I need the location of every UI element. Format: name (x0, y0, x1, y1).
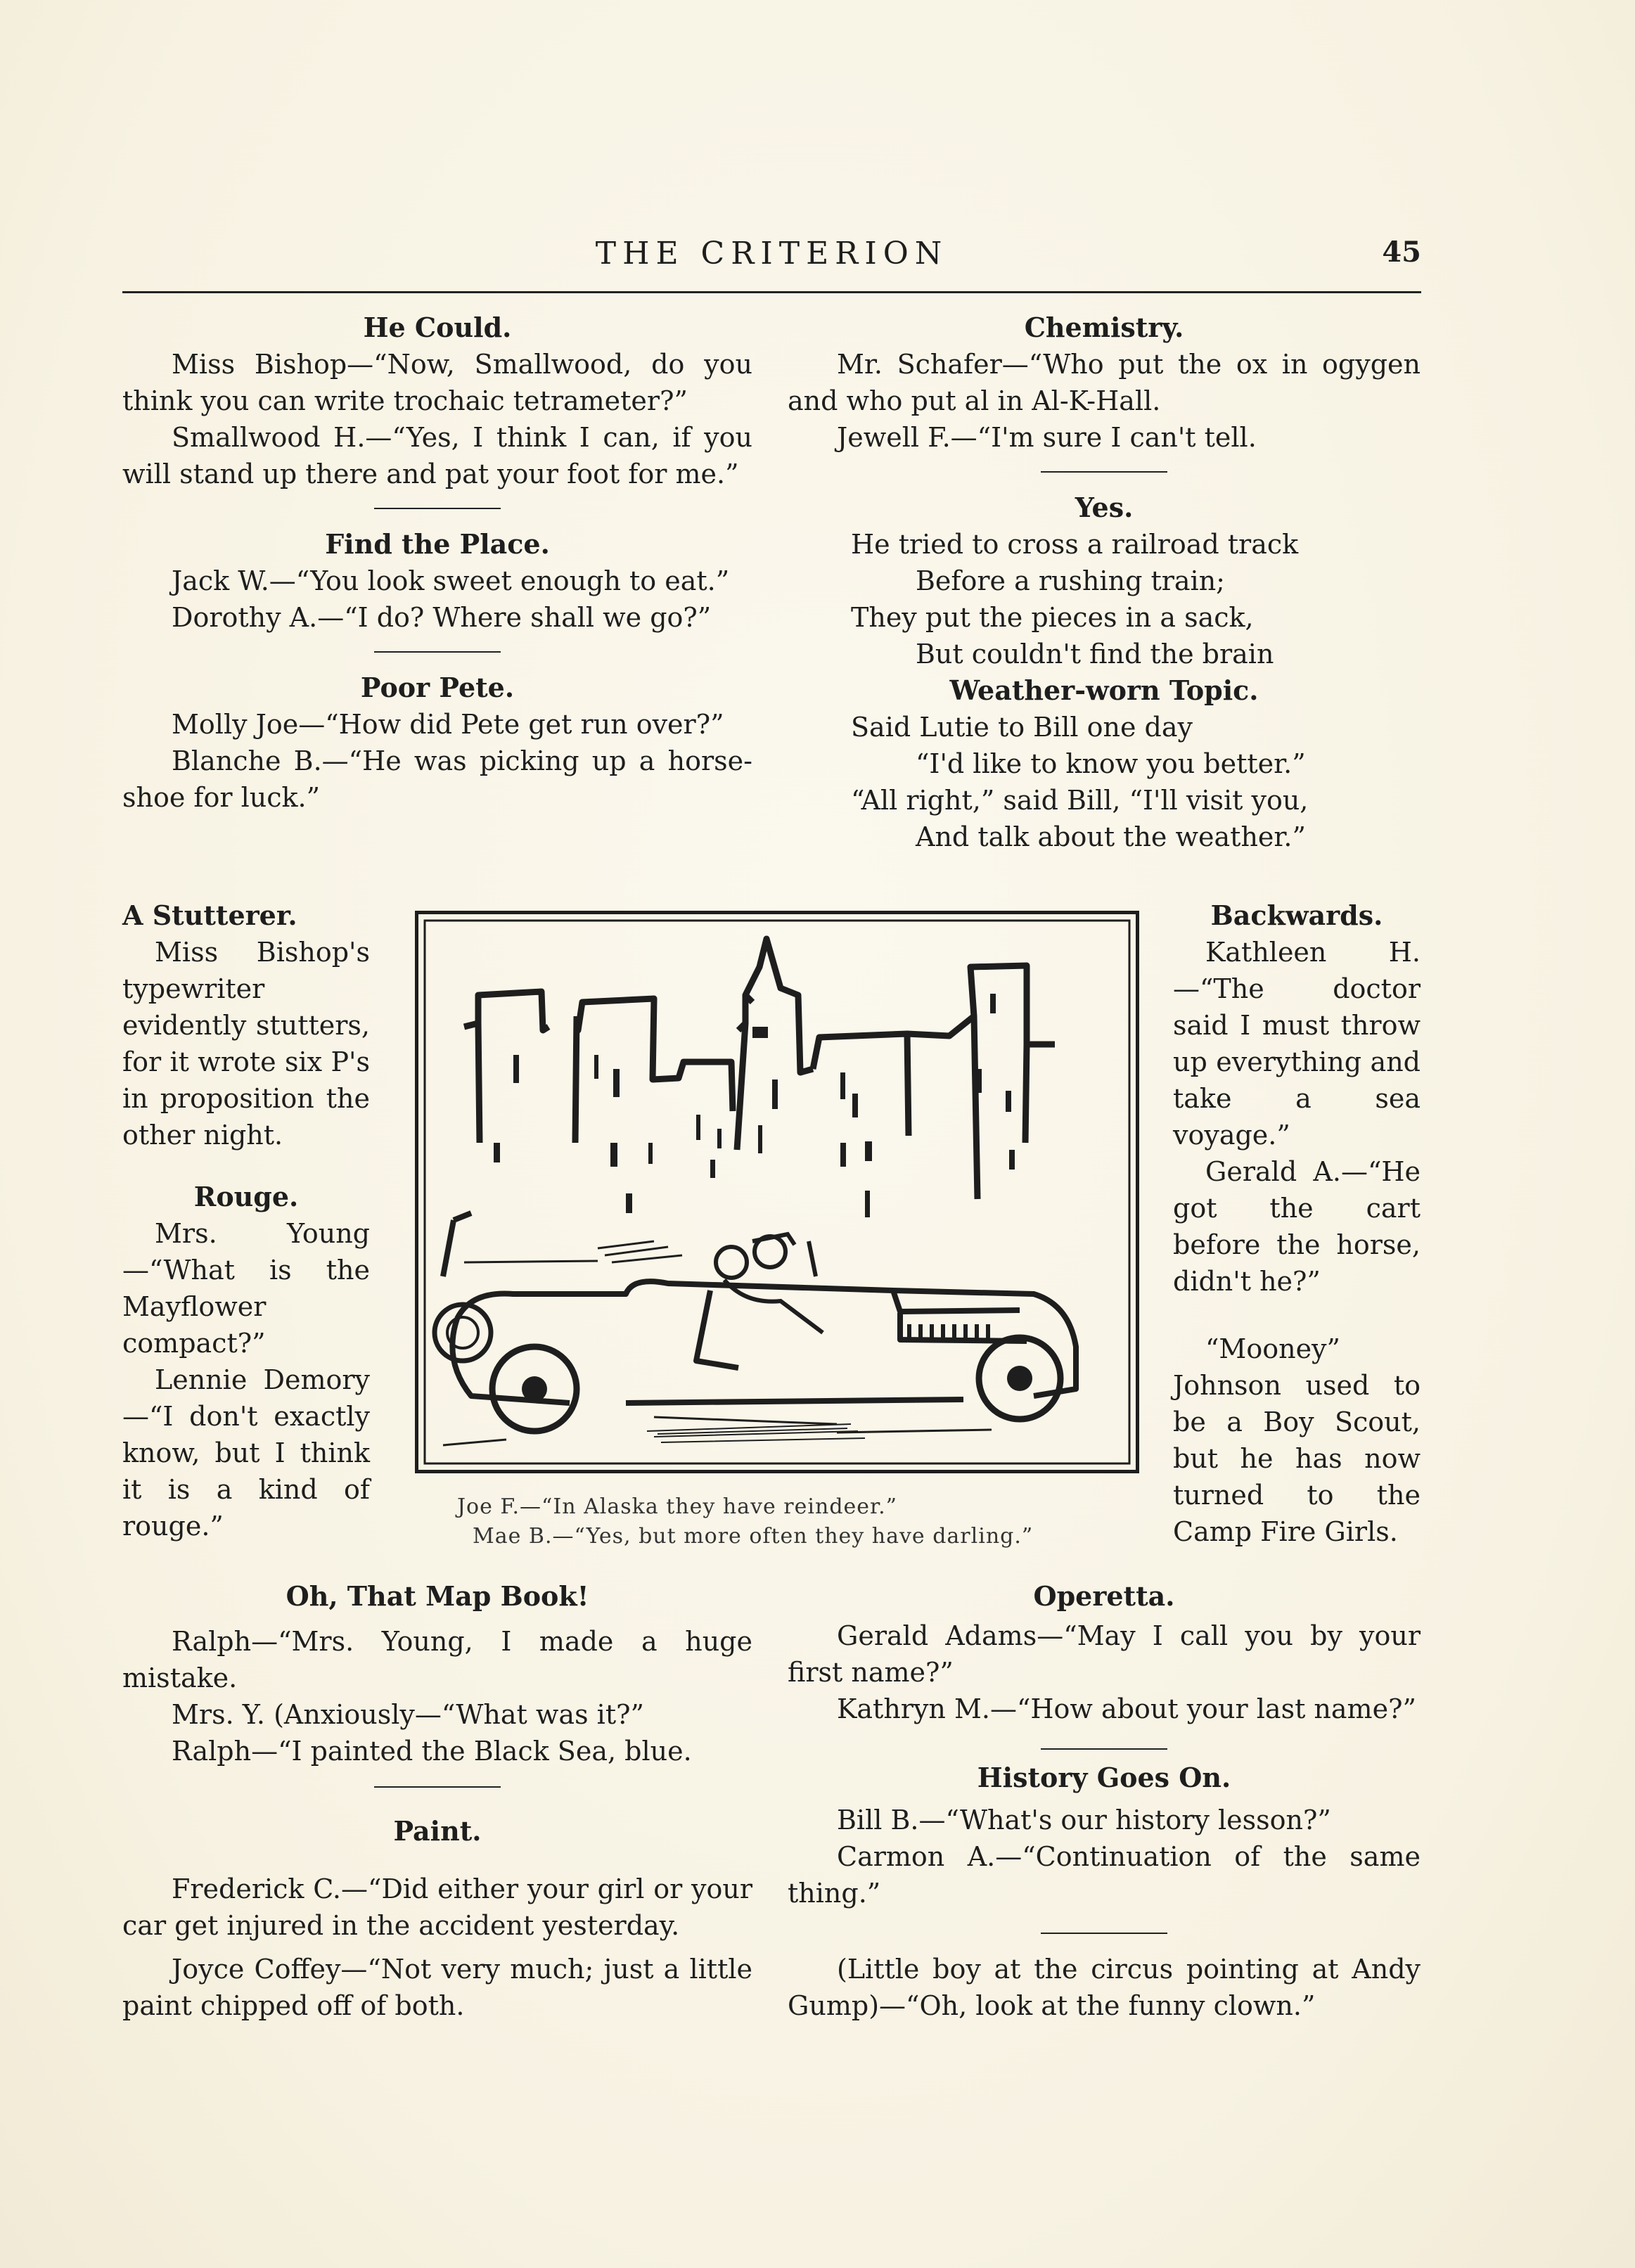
joke-line: Gerald A.—“He got the cart before the horse, didn't he?” (1173, 1156, 1421, 1297)
poem-line: But couldn't find the brain (916, 639, 1274, 669)
joke-line: Ralph—“Mrs. Young, I made a huge mistake. (122, 1626, 752, 1693)
separator-rule (374, 1786, 501, 1788)
joke-title: Operetta. (1033, 1580, 1175, 1612)
poem-title: Yes. (1075, 492, 1134, 523)
joke-title: Oh, That Map Book! (286, 1580, 589, 1612)
joke-title: Backwards. (1210, 899, 1383, 931)
joke-title: A Stutterer. (122, 899, 297, 931)
joke-mooney (1173, 1331, 1421, 1550)
poem-line: They put the pieces in a sack, (851, 602, 1254, 633)
joke-line: Jack W.—“You look sweet enough to eat.” (172, 565, 730, 596)
joke-line: Jewell F.—“I'm sure I can't tell. (837, 422, 1257, 453)
joke-line: Mr. Schafer—“Who put the ox in ogygen and who put al in Al-K-Hall. (788, 349, 1421, 416)
joke-backwards (1173, 897, 1421, 1300)
joke-line: Mrs. Young—“What is the Mayflower compact?” (122, 1218, 370, 1359)
poem-title: Weather-worn Topic. (949, 674, 1259, 706)
speed-hatching (647, 1424, 865, 1442)
joke-line: Miss Bishop's typewriter evidently stutters, for it wrote six P's in proposition the other night. (122, 937, 370, 1151)
journal-title: THE CRITERION (595, 236, 949, 271)
joke-title: Paint. (393, 1815, 482, 1847)
cartoon-caption (415, 1492, 1139, 1551)
separator-rule (374, 508, 501, 509)
joke-line: Molly Joe—“How did Pete get run over?” (172, 709, 724, 740)
page-header (122, 236, 1421, 278)
joke-line: Bill B.—“What's our history lesson?” (837, 1805, 1331, 1835)
joke-find-the-place (122, 526, 752, 636)
poem-line: Before a rushing train; (916, 565, 1225, 596)
joke-line: Miss Bishop—“Now, Smallwood, do you think you can write trochaic tetrameter?” (122, 349, 752, 416)
joke-line: Mrs. Y. (Anxiously—“What was it?” (172, 1699, 644, 1730)
joke-history-goes-on (788, 1760, 1421, 1911)
header-rule (122, 291, 1421, 293)
poem-weather-worn-topic (788, 672, 1421, 855)
joke-line: Joyce Coffey—“Not very much; just a little paint chipped off of both. (122, 1954, 752, 2021)
joke-line: Smallwood H.—“Yes, I think I can, if you will stand up there and pat your foot for me.” (122, 422, 752, 489)
city-skyline (464, 939, 1055, 1199)
joke-line: Lennie Demory—“I don't exactly know, but I think it is a kind of rouge.” (122, 1364, 370, 1542)
caption-line: Joe F.—“In Alaska they have reindeer.” (457, 1494, 897, 1519)
narrow-right-column (1173, 897, 1421, 1550)
separator-rule (374, 651, 501, 653)
left-bottom-column (122, 1578, 752, 2024)
joke-title: Poor Pete. (360, 672, 515, 703)
joke-rouge (122, 1179, 370, 1544)
joke-line: Blanche B.—“He was picking up a horse-shoe for luck.” (122, 745, 752, 813)
joke-line: (Little boy at the circus pointing at Andy Gump)—“Oh, look at the funny clown.” (788, 1954, 1421, 2021)
poem-yes (788, 489, 1421, 672)
separator-rule (1041, 1748, 1167, 1750)
joke-line: “Mooney” Johnson used to be a Boy Scout, but he has now turned to the Camp Fire Girls. (1173, 1333, 1421, 1547)
separator-rule (1041, 471, 1167, 473)
joke-line: Gerald Adams—“May I call you by your first name?” (788, 1620, 1421, 1688)
window-marks (494, 992, 1015, 1217)
poem-line: “I'd like to know you better.” (916, 748, 1306, 779)
right-bottom-column (788, 1578, 1421, 2024)
page-number: 45 (1382, 236, 1421, 269)
joke-title: Chemistry. (1024, 312, 1184, 343)
joke-line: Ralph—“I painted the Black Sea, blue. (172, 1736, 692, 1767)
joke-title: He Could. (363, 312, 512, 343)
joke-title: Find the Place. (325, 528, 550, 560)
poem-line: “All right,” said Bill, “I'll visit you, (851, 785, 1309, 816)
left-top-column (122, 309, 752, 816)
right-top-column (788, 309, 1421, 855)
joke-title: Rouge. (193, 1181, 299, 1212)
joke-line: Frederick C.—“Did either your girl or your car get injured in the accident yesterday. (122, 1873, 752, 1941)
cartoon-illustration (415, 911, 1139, 1473)
joke-chemistry (788, 309, 1421, 456)
poem-line: He tried to cross a railroad track (851, 529, 1299, 560)
joke-operetta (788, 1578, 1421, 1727)
joke-title: History Goes On. (977, 1762, 1231, 1793)
poem-line: Said Lutie to Bill one day (851, 712, 1193, 743)
joke-circus (788, 1951, 1421, 2024)
separator-rule (1041, 1933, 1167, 1934)
front-hub (1007, 1366, 1032, 1391)
joke-line: Kathleen H.—“The doctor said I must throw up everything and take a sea voyage.” (1173, 937, 1421, 1151)
poem-line: And talk about the weather.” (916, 821, 1306, 852)
rear-hub (522, 1376, 547, 1402)
joke-line: Kathryn M.—“How about your last name?” (837, 1693, 1416, 1724)
joke-line: Dorothy A.—“I do? Where shall we go?” (172, 602, 712, 633)
caption-line: Mae B.—“Yes, but more often they have darling.” (473, 1524, 1034, 1549)
narrow-left-column (122, 897, 370, 1544)
joke-map-book (122, 1578, 752, 1769)
joke-paint (122, 1813, 752, 2024)
joke-stutterer (122, 897, 370, 1153)
radiator-grill (907, 1324, 990, 1338)
joke-poor-pete (122, 669, 752, 816)
joke-line: Carmon A.—“Continuation of the same thing.” (788, 1841, 1421, 1909)
joke-he-could (122, 309, 752, 492)
